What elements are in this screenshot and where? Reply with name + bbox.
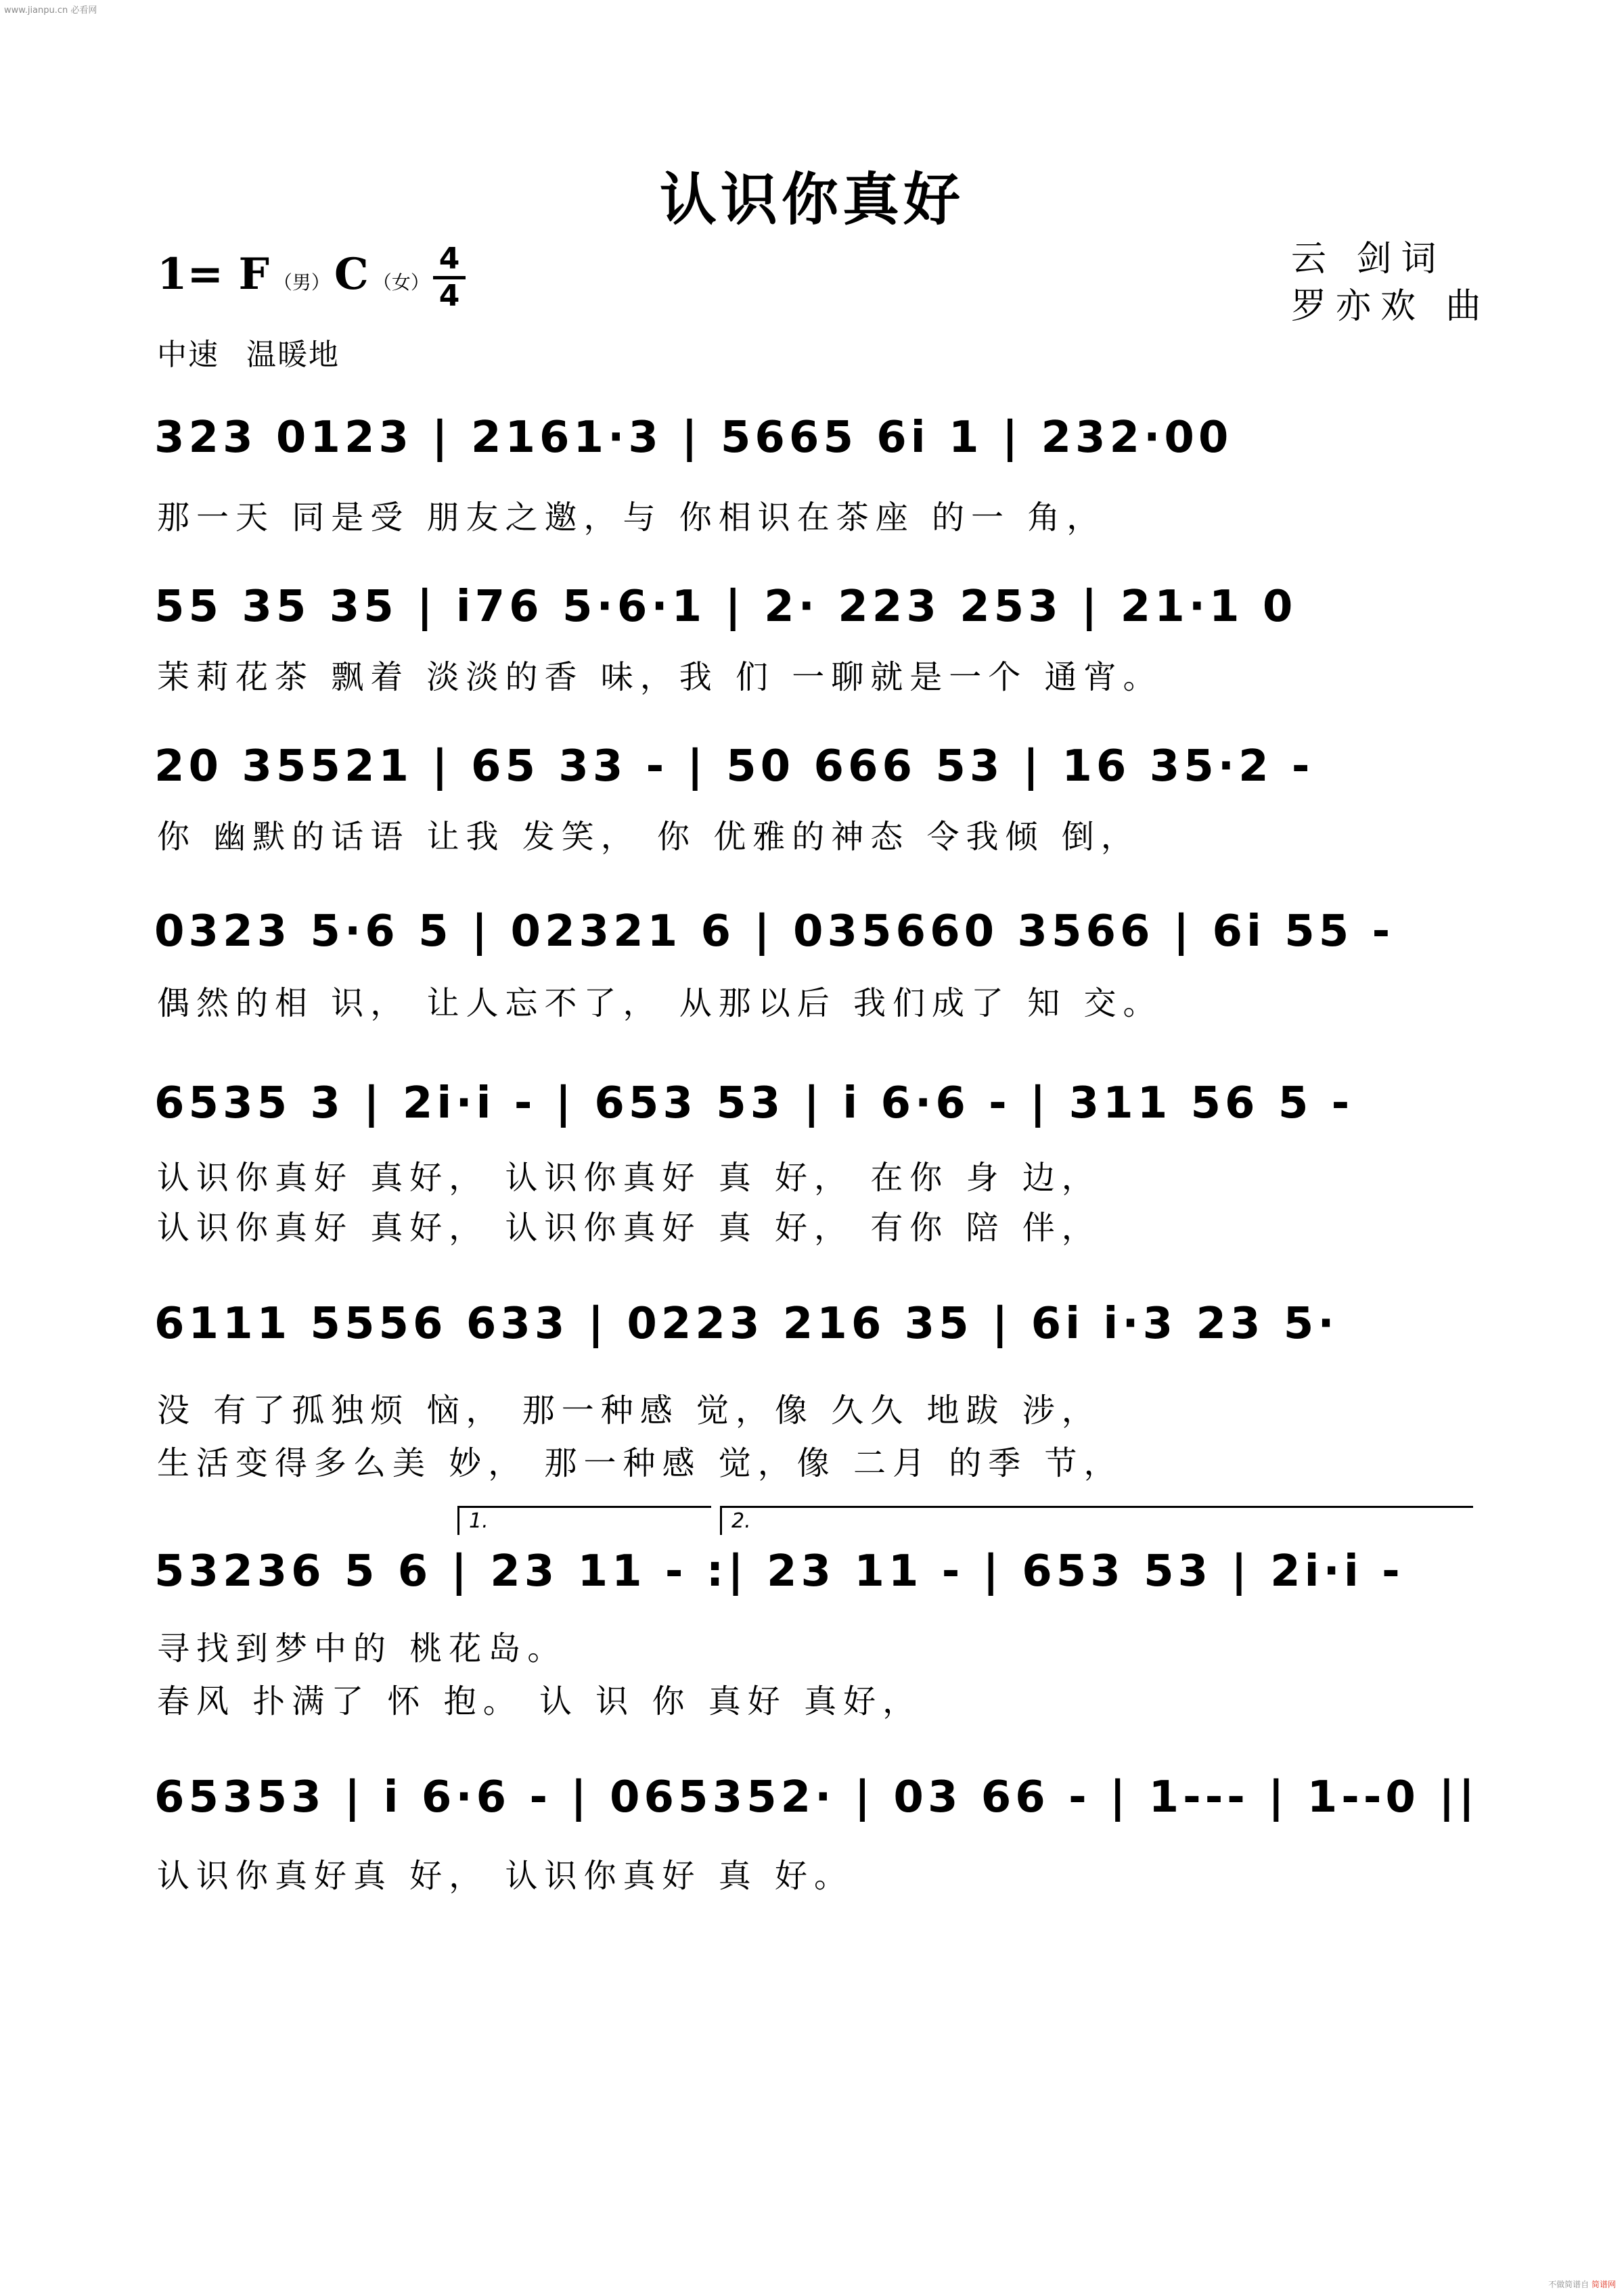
lyric-line-2: 茉莉花茶 飘着 淡淡的香 味，我 们 一聊就是一个 通宵。 xyxy=(157,658,1163,696)
key-one: 1 xyxy=(157,249,187,300)
key-male: F xyxy=(238,249,269,300)
lyric-line-7b: 春风 扑满了 怀 抱。 认 识 你 真好 真好， xyxy=(157,1682,922,1720)
tempo-speed: 中速 xyxy=(157,338,219,372)
lyric-line-6a: 没 有了孤独烦 恼， 那一种感 觉，像 久久 地跋 涉， xyxy=(157,1392,1101,1429)
volta-2-label: 2. xyxy=(731,1509,751,1533)
meter-bottom: 4 xyxy=(438,279,460,313)
song-title: 认识你真好 xyxy=(659,166,964,233)
score-line-1: 323 0123 | 2161·3 | 5665 6i 1 | 232·00 xyxy=(154,413,1233,463)
score-line-8: 65353 | i 6·6 - | 065352· | 03 66 - | 1--- | 1--0 || xyxy=(154,1772,1479,1822)
key-female: C xyxy=(334,249,369,300)
tempo-marking xyxy=(157,330,367,373)
volta-bracket-1 xyxy=(457,1506,711,1535)
volta-bracket-2 xyxy=(720,1506,1473,1535)
lyric-line-3: 你 幽默的话语 让我 发笑， 你 优雅的神态 令我倾 倒， xyxy=(157,818,1140,856)
tempo-expression: 温暖地 xyxy=(246,338,340,372)
site-watermark-bottom xyxy=(1548,2278,1616,2290)
score-line-5: 6535 3 | 2i·i - | 653 53 | i 6·6 - | 311 56 5 - xyxy=(154,1078,1354,1128)
composer-credit: 罗亦欢 曲 xyxy=(1291,286,1491,327)
site-watermark: www.jianpu.cn 必看网 xyxy=(4,5,97,16)
watermark-text: 不做简谱自 xyxy=(1548,2280,1589,2289)
lyric-line-5b: 认识你真好 真好， 认识你真好 真 好， 有你 陪 伴， xyxy=(157,1209,1101,1247)
score-line-3: 20 35521 | 65 33 - | 50 666 53 | 16 35·2 - xyxy=(154,741,1314,791)
score-line-2: 55 35 35 | i76 5·6·1 | 2· 223 253 | 21·1 0 xyxy=(154,582,1297,632)
lyric-line-8: 认识你真好真 好， 认识你真好 真 好。 xyxy=(157,1857,854,1895)
score-line-6: 6111 5556 633 | 0223 216 35 | 6i i·3 23 5· xyxy=(154,1299,1338,1349)
lyric-line-6b: 生活变得多么美 妙， 那一种感 觉，像 二月 的季 节， xyxy=(157,1444,1123,1482)
lyric-line-5a: 认识你真好 真好， 认识你真好 真 好， 在你 身 边， xyxy=(157,1159,1101,1197)
key-equals: = xyxy=(187,249,224,300)
score-line-7: 53236 5 6 | 23 11 - :| 23 11 - | 653 53 | 2i·i - xyxy=(154,1546,1404,1597)
lyric-line-4: 偶然的相 识， 让人忘不了， 从那以后 我们成了 知 交。 xyxy=(157,984,1163,1022)
male-tag: （男） xyxy=(273,271,330,294)
lyric-line-1: 那一天 同是受 朋友之邀，与 你相识在茶座 的一 角， xyxy=(157,499,1106,536)
volta-1-label: 1. xyxy=(469,1509,489,1533)
watermark-brand: 简谱网 xyxy=(1591,2280,1616,2289)
score-line-4: 0323 5·6 5 | 02321 6 | 035660 3566 | 6i 55 - xyxy=(154,906,1395,957)
time-signature xyxy=(433,244,466,312)
meter-top: 4 xyxy=(438,242,460,276)
lyricist-credit: 云 剑词 xyxy=(1291,239,1446,279)
key-signature xyxy=(157,249,434,300)
female-tag: （女） xyxy=(372,271,430,294)
lyric-line-7a: 寻找到梦中的 桃花岛。 xyxy=(157,1630,567,1668)
